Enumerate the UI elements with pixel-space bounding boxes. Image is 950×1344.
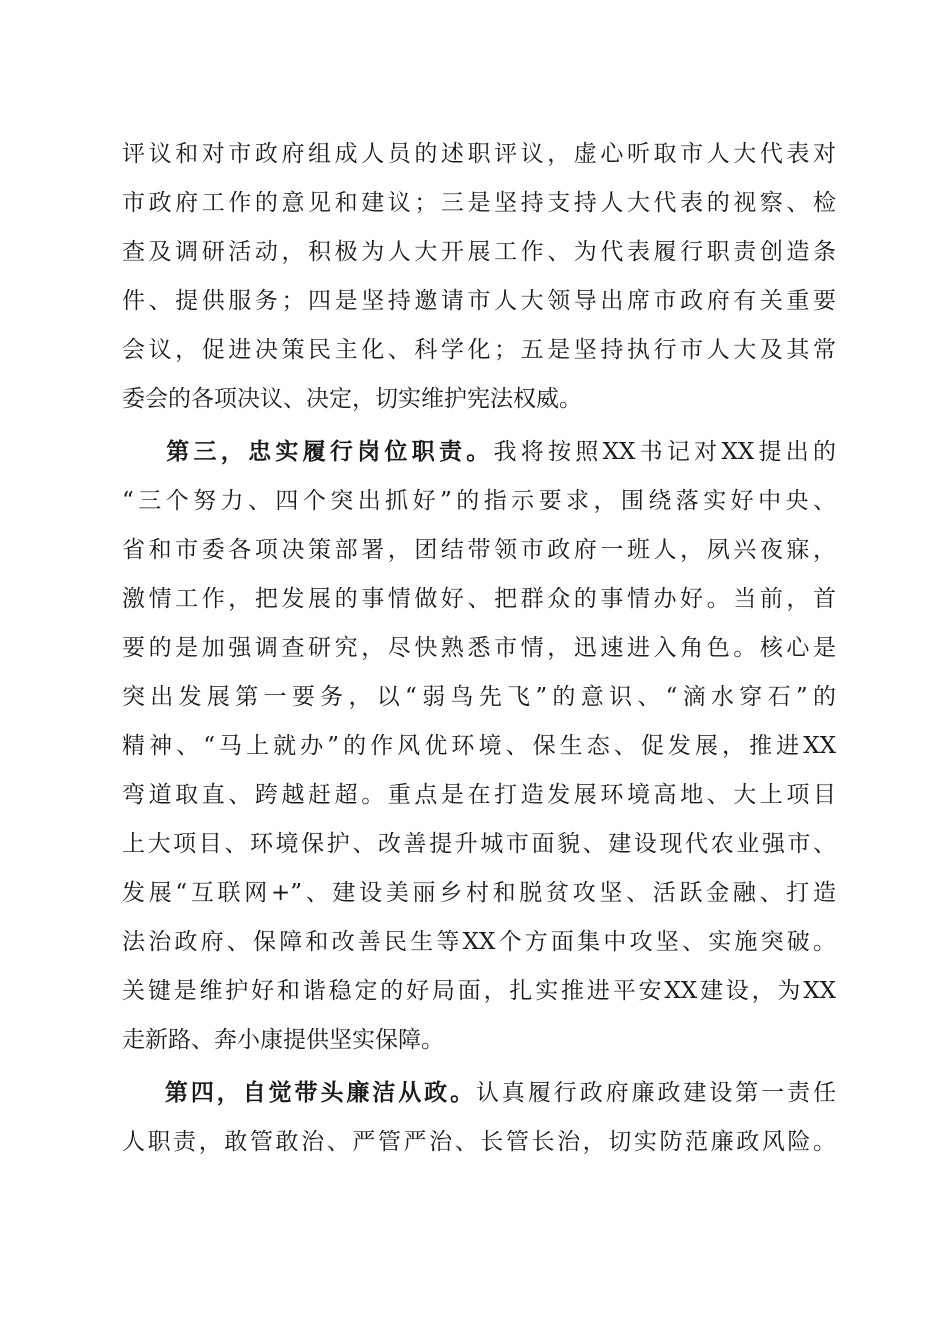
text-line: 要的是加强调查研究，尽快熟悉市情，迅速进入角色。核心是 [122,635,836,661]
document-page [122,130,836,1167]
text-line: 突出发展第一要务，以“弱鸟先飞”的意识、“滴水穿石”的 [122,684,836,710]
text-line-first [122,1069,836,1118]
paragraph-third [122,428,836,1065]
text-line: 评议和对市政府组成人员的述职评议，虚心听取市人大代表对 [122,141,836,167]
text-line: 精神、“马上就办”的作风优环境、保生态、促发展，推进XX [122,733,836,759]
text-line: 件、提供服务；四是坚持邀请市人大领导出席市政府有关重要 [122,288,836,314]
text-line: 委会的各项决议、决定，切实维护宪法权威。 [122,386,582,412]
section-heading-fourth: 第四，自觉带头廉洁从政。 [162,1080,476,1106]
text-line: 市政府工作的意见和建议；三是坚持支持人大代表的视察、检 [122,190,836,216]
text-line: 会议，促进决策民主化、科学化；五是坚持执行市人大及其常 [122,337,836,363]
paragraph-continuation [122,130,836,424]
text-run: 我将按照XX书记对XX提出的 [493,439,837,465]
text-line: 关键是维护好和谐稳定的好局面，扎实推进平安XX建设，为XX [122,978,836,1004]
text-line: 法治政府、保障和改善民生等XX个方面集中攻坚、实施突破。 [122,929,836,955]
text-line: 发展“互联网+”、建设美丽乡村和脱贫攻坚、活跃金融、打造 [122,880,836,906]
text-line: 上大项目、环境保护、改善提升城市面貌、建设现代农业强市、 [122,831,836,857]
text-line-first [122,428,836,477]
text-line: 激情工作，把发展的事情做好、把群众的事情办好。当前，首 [122,586,836,612]
text-line: 走新路、奔小康提供坚实保障。 [122,1027,444,1053]
text-line: 省和市委各项决策部署，团结带领市政府一班人，夙兴夜寐， [122,537,836,563]
section-heading-third: 第三，忠实履行岗位职责。 [162,439,494,465]
text-line: 弯道取直、跨越赶超。重点是在打造发展环境高地、大上项目 [122,782,836,808]
text-line: “三个努力、四个突出抓好”的指示要求，围绕落实好中央、 [122,488,836,514]
text-line: 查及调研活动，积极为人大开展工作、为代表履行职责创造条 [122,239,836,265]
text-run: 认真履行政府廉政建设第一责任 [476,1080,837,1106]
text-line: 人职责，敢管敢治、严管严治、长管长治，切实防范廉政风险。 [122,1129,836,1155]
paragraph-fourth [122,1069,836,1167]
